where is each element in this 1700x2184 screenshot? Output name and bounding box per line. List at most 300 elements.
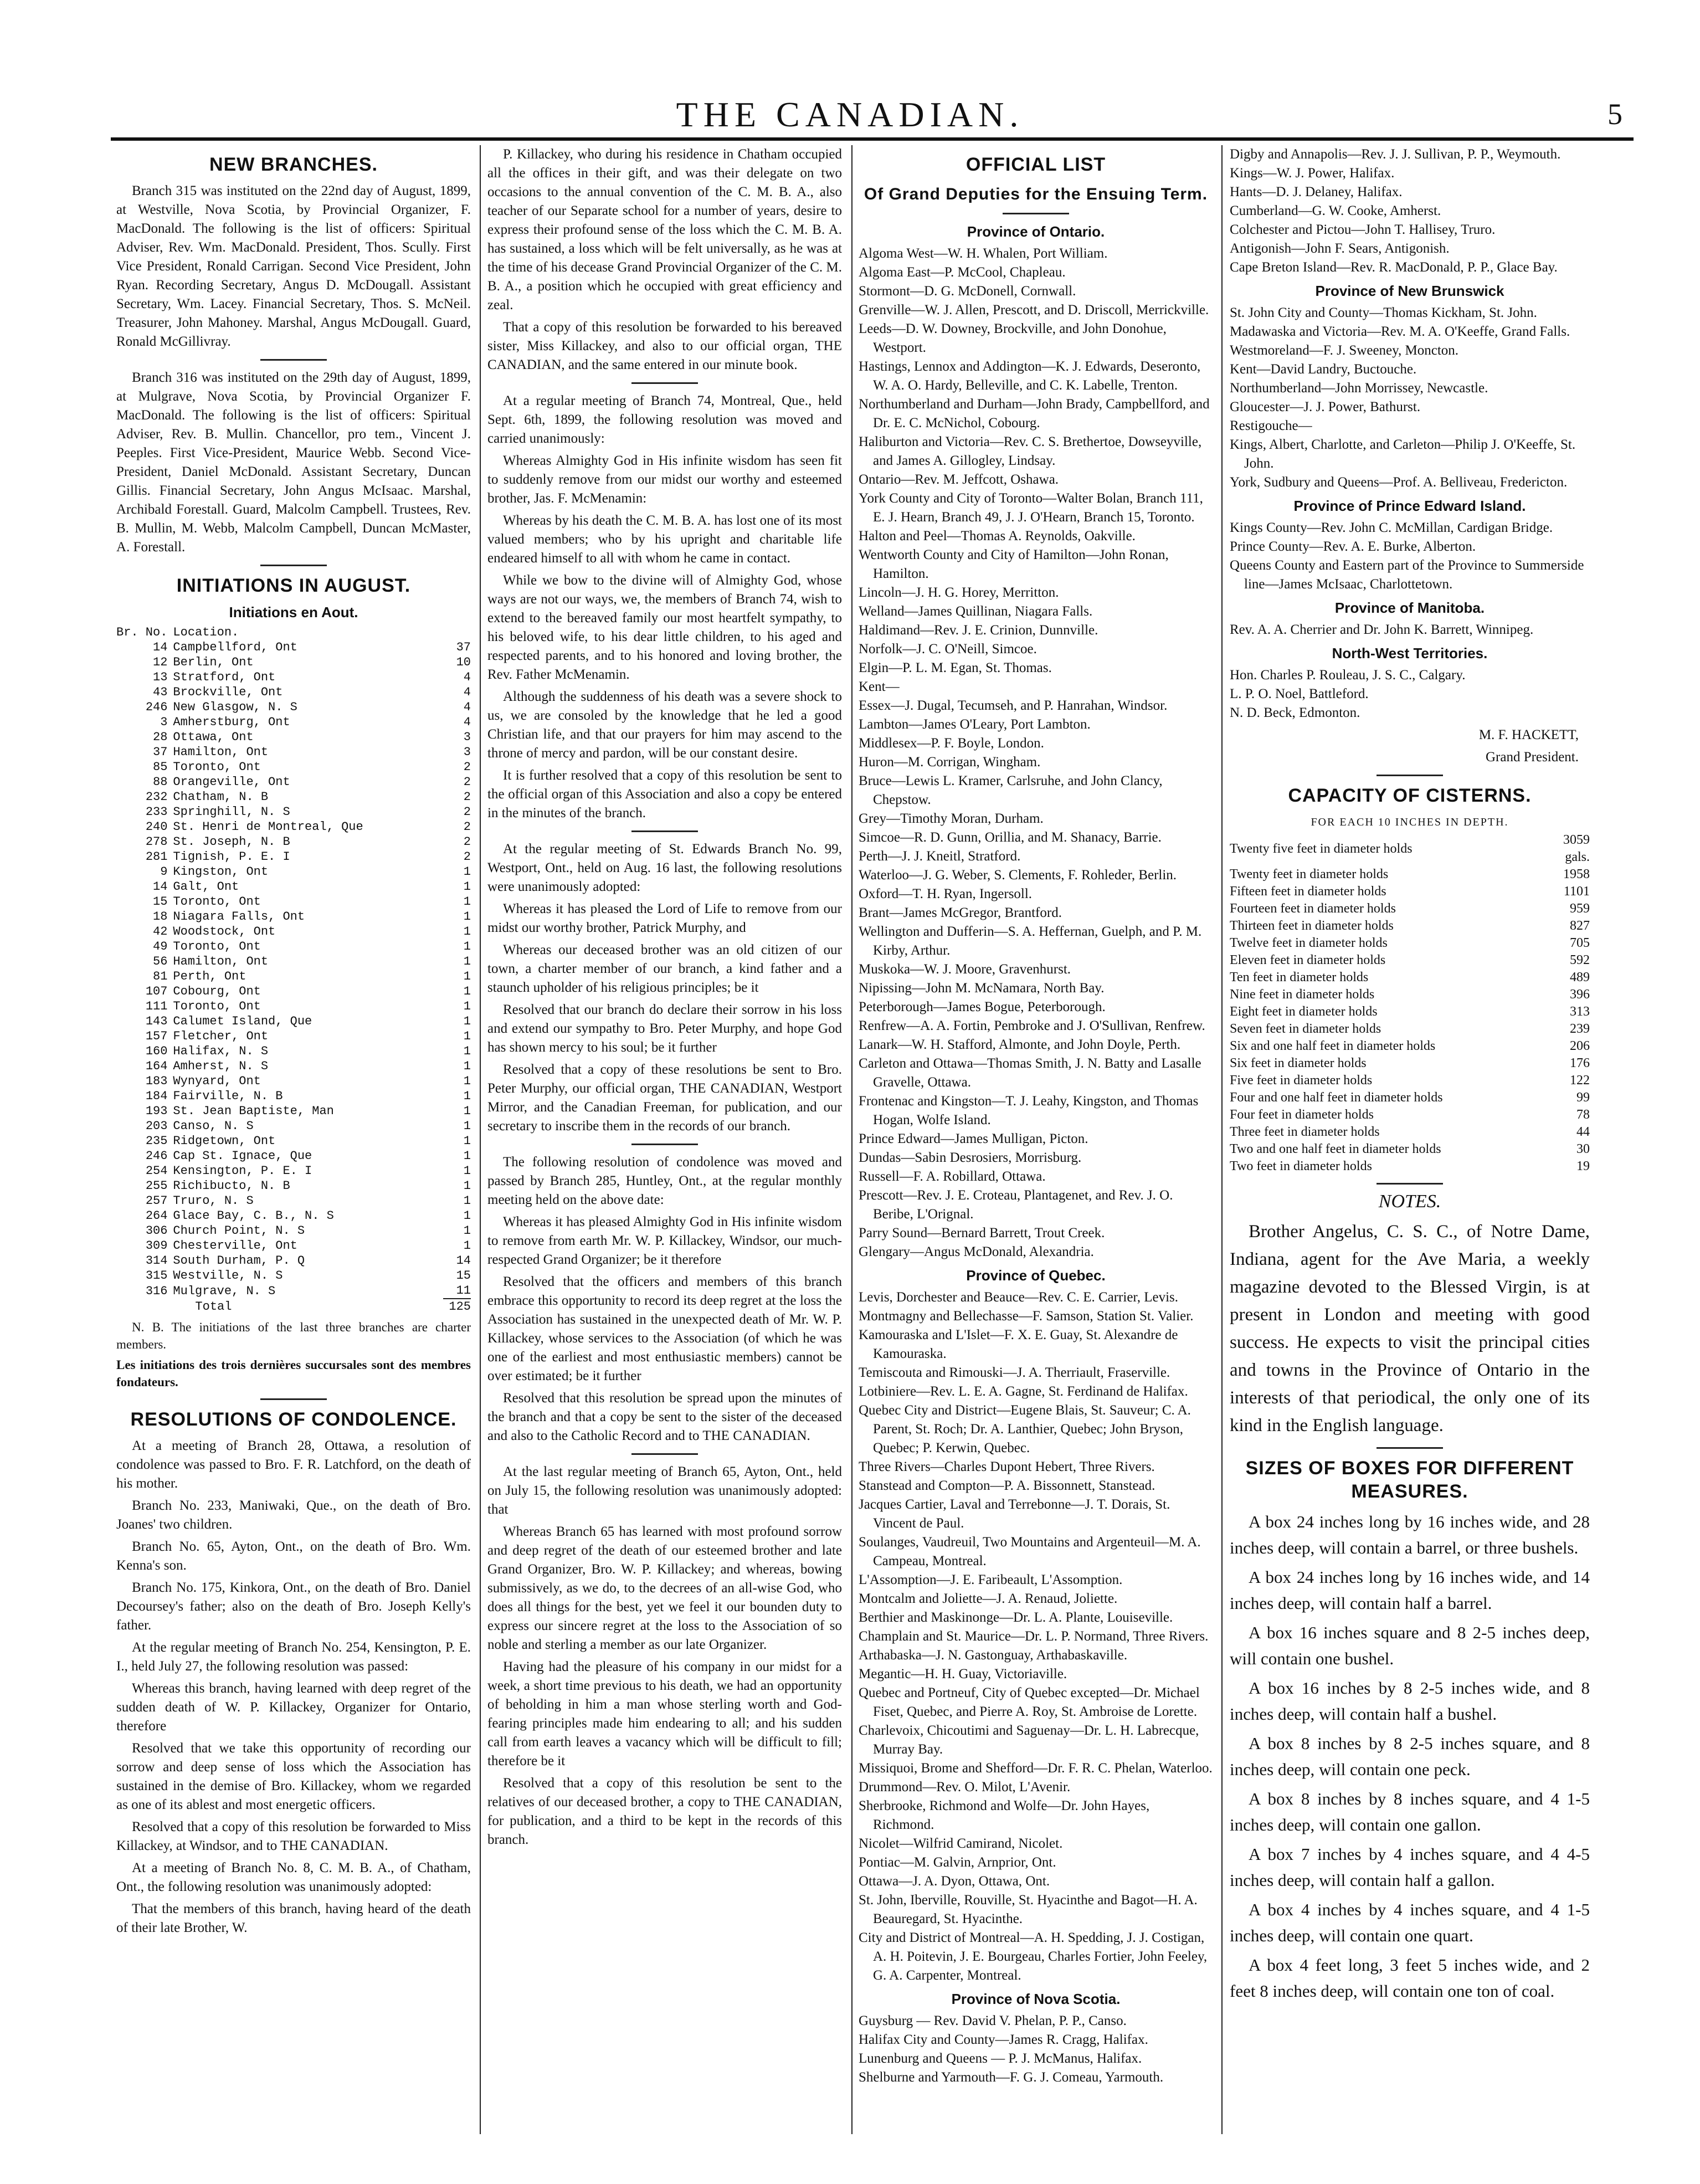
paragraph: A box 4 inches by 4 inches square, and 4 1-5 inches deep, will contain one quart. — [1230, 1900, 1590, 1945]
initiation-row — [116, 760, 471, 775]
new-branches-heading: NEW BRANCHES. — [209, 154, 378, 175]
paragraph: Whereas by his death the C. M. B. A. has lost one of its most valued members; who by his upright and charitable life endeared himself to all with whom he came in contact. — [487, 513, 842, 566]
initiation-location: Mulgrave, N. S — [173, 1284, 276, 1298]
cistern-row — [1230, 935, 1590, 952]
initiation-row — [116, 834, 471, 849]
deputy-entry: Wellington and Dufferin—S. A. Heffernan, Guelph, and P. M. Kirby, Arthur. — [859, 924, 1202, 958]
deputy-entry: Middlesex—P. F. Boyle, London. — [859, 736, 1044, 751]
initiation-branch-number: 85 — [153, 760, 168, 774]
official-list-heading: OFFICIAL LIST — [965, 154, 1106, 175]
cistern-capacity: 1101 — [1563, 884, 1590, 899]
deputy-entry: Montcalm and Joliette—J. A. Renaud, Joliette. — [859, 1591, 1118, 1606]
deputy-entry: Norfolk—J. C. O'Neill, Simcoe. — [859, 642, 1037, 657]
initiation-branch-number: 254 — [145, 1164, 168, 1178]
cistern-capacity: 30 — [1576, 1142, 1590, 1156]
signature-name: M. F. HACKETT, — [1478, 727, 1579, 742]
deputy-entry: Wentworth County and City of Hamilton—John Ronan, Hamilton. — [859, 547, 1169, 581]
deputy-entry: Parry Sound—Bernard Barrett, Trout Creek. — [859, 1226, 1105, 1240]
deputy-entry: N. D. Beck, Edmonton. — [1230, 705, 1360, 720]
initiation-location: South Durham, P. Q — [173, 1254, 305, 1268]
cistern-row — [1230, 883, 1590, 900]
initiation-count: 2 — [463, 760, 471, 774]
initiation-location: Orangeville, Ont — [173, 775, 290, 789]
initiation-branch-number: 315 — [145, 1269, 168, 1283]
initiations-heading: INITIATIONS IN AUGUST. — [176, 575, 411, 596]
condolence-paragraph: Resolved that a copy of this resolution be forwarded to Miss Killackey, at Windsor, and to THE CANADIAN. — [116, 1819, 471, 1853]
column-4 — [1230, 145, 1590, 2007]
deputy-entry: York, Sudbury and Queens—Prof. A. Belliveau, Fredericton. — [1230, 475, 1568, 490]
initiation-branch-number: 160 — [145, 1044, 168, 1058]
cistern-row — [1230, 1141, 1590, 1158]
initiation-count: 11 — [456, 1284, 471, 1298]
resolution-branch-65 — [487, 1463, 842, 1849]
initiation-row — [116, 1014, 471, 1029]
cistern-size: Four feet in diameter holds — [1230, 1108, 1374, 1122]
paragraph: The following resolution of condolence was moved and passed by Branch 285, Huntley, Ont., at the regular monthly meeting held on the above date: — [487, 1155, 842, 1207]
deputy-entry: Lincoln—J. H. G. Horey, Merritton. — [859, 585, 1059, 600]
deputy-entry: Waterloo—J. G. Weber, S. Clements, F. Rohleder, Berlin. — [859, 868, 1177, 883]
deputy-entry: Lanark—W. H. Stafford, Almonte, and John Doyle, Perth. — [859, 1037, 1181, 1052]
initiation-location: Cap St. Ignace, Que — [173, 1149, 312, 1163]
paragraph: Having had the pleasure of his company in our midst for a week, a short time previous to his death, we had an opportunity of beholding in him a man whose sterling worth and God-fearing principles made him endearing to all; and his sudden call from earth leaves a vacancy which will be difficult to fill; therefore be it — [487, 1659, 842, 1768]
paragraph: A box 8 inches by 8 2-5 inches square, and 8 inches deep, will contain one peck. — [1230, 1734, 1590, 1779]
initiation-row — [116, 924, 471, 939]
deputy-entry: Montmagny and Bellechasse—F. Samson, Station St. Valier. — [859, 1309, 1194, 1324]
cistern-size: Nine feet in diameter holds — [1230, 987, 1375, 1002]
initiation-branch-number: 235 — [145, 1134, 168, 1148]
initiation-count: 1 — [463, 1134, 471, 1148]
initiation-count: 1 — [463, 1224, 471, 1238]
deputy-entry: Russell—F. A. Robillard, Ottawa. — [859, 1169, 1046, 1184]
ontario-deputies — [859, 244, 1213, 1262]
cisterns-table — [1230, 832, 1590, 1175]
initiation-count: 2 — [463, 790, 471, 804]
initiation-location: Niagara Falls, Ont — [173, 910, 305, 924]
paragraph: Resolved that a copy of these resolutions be sent to Bro. Peter Murphy, our official organ, THE CANADIAN, Westport Mirror, and the Canadian Freeman, for publication, and our secretary to inscribe them in the records of our branch. — [487, 1062, 842, 1134]
cistern-size: Two feet in diameter holds — [1230, 1159, 1372, 1173]
deputy-entry: Colchester and Pictou—John T. Hallisey, Truro. — [1230, 222, 1496, 237]
cistern-row — [1230, 1158, 1590, 1175]
initiation-row — [116, 849, 471, 864]
deputy-entry: Muskoka—W. J. Moore, Gravenhurst. — [859, 962, 1071, 977]
paragraph: A box 8 inches by 8 inches square, and 4 1-5 inches deep, will contain one gallon. — [1230, 1789, 1590, 1834]
paragraph: While we bow to the divine will of Almighty God, whose ways are not our ways, we, the members of Branch 74, wish to extend to the bereaved family our most heartfelt sympathy, to his beloved wife, to his dear little children, to his aged and respected parents, and to his honored and loving brother, the Rev. Father McMenamin. — [487, 573, 842, 682]
initiations-total-row — [116, 1299, 471, 1314]
cisterns-rows — [1230, 832, 1590, 1175]
deputy-entry: York County and City of Toronto—Walter Bolan, Branch 111, E. J. Hearn, Branch 49, J. J. O'Hearn, Branch 15, Toronto. — [859, 491, 1203, 525]
deputy-entry: Kamouraska and L'Islet—F. X. E. Guay, St. Alexandre de Kamouraska. — [859, 1327, 1178, 1361]
deputy-entry: Levis, Dorchester and Beauce—Rev. C. E. Carrier, Levis. — [859, 1290, 1179, 1305]
col-header-branch: Br. No. — [116, 626, 168, 639]
initiation-location: Calumet Island, Que — [173, 1014, 312, 1028]
initiation-row — [116, 1044, 471, 1059]
initiation-location: Halifax, N. S — [173, 1044, 269, 1058]
deputy-entry: Perth—J. J. Kneitl, Stratford. — [859, 849, 1021, 864]
initiation-branch-number: 14 — [153, 640, 168, 654]
deputy-entry: Jacques Cartier, Laval and Terrebonne—J. T. Dorais, St. Vincent de Paul. — [859, 1497, 1170, 1531]
pei-heading: Province of Prince Edward Island. — [1293, 498, 1526, 514]
deputy-entry: Soulanges, Vaudreuil, Two Mountains and Argenteuil—M. A. Campeau, Montreal. — [859, 1535, 1201, 1568]
deputy-entry: Halifax City and County—James R. Cragg, Halifax. — [859, 2032, 1148, 2047]
initiation-branch-number: 12 — [153, 655, 168, 669]
paragraph: It is further resolved that a copy of this resolution be sent to the official organ of this Association and also a copy be entered in the minutes of the branch. — [487, 768, 842, 821]
cistern-row — [1230, 969, 1590, 986]
ontario-heading: Province of Ontario. — [967, 223, 1105, 240]
deputy-entry: Cape Breton Island—Rev. R. MacDonald, P. P., Glace Bay. — [1230, 260, 1558, 275]
initiation-branch-number: 15 — [153, 895, 168, 909]
masthead-title: THE CANADIAN. — [676, 95, 1024, 134]
deputy-entry: Peterborough—James Bogue, Peterborough. — [859, 999, 1106, 1014]
deputy-entry: Temiscouta and Rimouski—J. A. Therriault, Fraserville. — [859, 1365, 1170, 1380]
paragraph: Whereas it has pleased Almighty God in His infinite wisdom to remove from earth Mr. W. P. Killackey, Windsor, our much-respected Grand Organizer; be it therefore — [487, 1214, 842, 1267]
cistern-capacity: 176 — [1570, 1056, 1590, 1070]
cistern-capacity: 99 — [1576, 1090, 1590, 1105]
deputy-entry: Stanstead and Compton—P. A. Bissonnett, Stanstead. — [859, 1478, 1155, 1493]
initiation-location: Hamilton, Ont — [173, 955, 269, 968]
deputy-entry: Kings—W. J. Power, Halifax. — [1230, 166, 1395, 181]
initiation-branch-number: 37 — [153, 745, 168, 759]
initiation-row — [116, 984, 471, 999]
deputy-entry: Carleton and Ottawa—Thomas Smith, J. N. Batty and Lasalle Gravelle, Ottawa. — [859, 1056, 1201, 1090]
initiations-note-fr: Les initiations des trois dernières succursales sont des membres fondateurs. — [116, 1358, 471, 1389]
initiation-row — [116, 1149, 471, 1163]
branch-315-paragraph: Branch 315 was instituted on the 22nd day of August, 1899, at Westville, Nova Scotia, by Provincial Organizer, F. MacDonald. The following is the list of officers: Spiritual Adviser, Rev. Wm. MacDonald. President, Thos. Scully. First Vice President, Ronald Carrigan. Second Vice President, John Ryan. Recording Secretary, Angus D. McDougall. Assistant Secretary, Wm. Lacey. Financial Secretary, Thos. S. McNeil. Treasurer, John Mahoney. Marshal, Angus McDougall. Guard, Ronald McGillivray. — [116, 183, 471, 349]
deputy-entry: Haliburton and Victoria—Rev. C. S. Brethertoe, Dowseyville, and James A. Gillogley, Lindsay. — [859, 434, 1202, 468]
deputy-entry: Pontiac—M. Galvin, Arnprior, Ont. — [859, 1855, 1056, 1870]
col-header-location: Location. — [173, 626, 239, 639]
deputy-entry: Madawaska and Victoria—Rev. M. A. O'Keeffe, Grand Falls. — [1230, 324, 1570, 339]
initiation-count: 1 — [463, 985, 471, 998]
deputy-entry: Huron—M. Corrigan, Wingham. — [859, 755, 1041, 770]
cistern-capacity: 396 — [1570, 987, 1590, 1002]
deputy-entry: Bruce—Lewis L. Kramer, Carlsruhe, and John Clancy, Chepstow. — [859, 773, 1163, 807]
initiations-table — [116, 625, 471, 1314]
initiation-branch-number: 255 — [145, 1179, 168, 1193]
initiation-location: Toronto, Ont — [173, 999, 261, 1013]
official-list-subheading: Of Grand Deputies for the Ensuing Term. — [864, 185, 1208, 203]
paragraph: At a regular meeting of Branch 74, Montreal, Que., held Sept. 6th, 1899, the following resolution was moved and carried unanimously: — [487, 393, 842, 446]
cistern-capacity: 122 — [1570, 1073, 1590, 1088]
initiation-location: Fairville, N. B — [173, 1089, 283, 1103]
deputy-entry: St. John, Iberville, Rouville, St. Hyacinthe and Bagot—H. A. Beauregard, St. Hyacinthe. — [859, 1893, 1198, 1926]
deputy-entry: Hastings, Lennox and Addington—K. J. Edwards, Deseronto, W. A. O. Hardy, Belleville, and C. K. Labelle, Trenton. — [859, 359, 1201, 393]
cistern-size: Two and one half feet in diameter holds — [1230, 1142, 1441, 1156]
deputy-entry: Kent— — [859, 679, 900, 694]
cistern-capacity: 592 — [1570, 953, 1590, 967]
initiation-branch-number: 240 — [145, 820, 168, 834]
initiation-row — [116, 999, 471, 1014]
deputy-entry: Antigonish—John F. Sears, Antigonish. — [1230, 241, 1450, 256]
initiation-row — [116, 1208, 471, 1223]
initiation-row — [116, 1253, 471, 1268]
initiation-location: Cobourg, Ont — [173, 985, 261, 998]
deputy-entry: Lambton—James O'Leary, Port Lambton. — [859, 717, 1091, 732]
initiation-location: Tignish, P. E. I — [173, 850, 290, 864]
separator — [1003, 213, 1069, 214]
initiation-location: Church Point, N. S — [173, 1224, 305, 1238]
separator — [1377, 775, 1443, 776]
page-number: 5 — [1607, 98, 1622, 131]
initiation-row — [116, 1059, 471, 1074]
cistern-capacity: 19 — [1576, 1159, 1590, 1173]
initiation-location: Richibucto, N. B — [173, 1179, 290, 1193]
deputy-entry: Elgin—P. L. M. Egan, St. Thomas. — [859, 660, 1052, 675]
cistern-capacity: 239 — [1570, 1022, 1590, 1036]
cistern-size: Twenty feet in diameter holds — [1230, 867, 1389, 881]
paragraph: Resolved that this resolution be spread upon the minutes of the branch and that a copy be sent to the sister of the deceased and also to the Catholic Record and to THE CANADIAN. — [487, 1391, 842, 1443]
initiation-count: 1 — [463, 880, 471, 894]
initiation-count: 1 — [463, 1074, 471, 1088]
deputy-entry: Renfrew—A. A. Fortin, Pembroke and J. O'Sullivan, Renfrew. — [859, 1018, 1205, 1033]
cistern-capacity: 44 — [1576, 1125, 1590, 1139]
deputy-entry: Simcoe—R. D. Gunn, Orillia, and M. Shanacy, Barrie. — [859, 830, 1162, 845]
deputy-entry: Westmoreland—F. J. Sweeney, Moncton. — [1230, 343, 1459, 358]
column-2 — [487, 145, 842, 1853]
initiation-branch-number: 164 — [145, 1059, 168, 1073]
signature-title: Grand President. — [1485, 750, 1579, 765]
deputy-entry: Hants—D. J. Delaney, Halifax. — [1230, 184, 1403, 199]
deputy-entry: St. John City and County—Thomas Kickham, St. John. — [1230, 305, 1537, 320]
initiation-branch-number: 264 — [145, 1209, 168, 1223]
deputy-entry: Lunenburg and Queens — P. J. McManus, Halifax. — [859, 2051, 1142, 2066]
separator — [631, 1453, 698, 1455]
initiation-location: Woodstock, Ont — [173, 925, 276, 939]
deputy-entry: Lotbiniere—Rev. L. E. A. Gagne, St. Ferdinand de Halifax. — [859, 1384, 1188, 1399]
initiation-count: 2 — [463, 835, 471, 849]
initiation-count: 1 — [463, 970, 471, 983]
paragraph: P. Killackey, who during his residence in Chatham occupied all the offices in their gift, and was their delegate on two occasions to the annual convention of the C. M. B. A., also teacher of our Separate school for a number of years, desire to express their profound sense of the loss which the C. M. B. A. has sustained, a loss which will be felt universally, as he was at the time of his decease Grand Provincial Organizer of the C. M. B. A., a position which he occupied with great efficiency and zeal. — [487, 147, 842, 312]
deputy-entry: Kings County—Rev. John C. McMillan, Cardigan Bridge. — [1230, 520, 1553, 535]
initiations-rows — [116, 640, 471, 1299]
initiation-branch-number: 246 — [145, 1149, 168, 1163]
initiation-row — [116, 745, 471, 760]
initiation-branch-number: 306 — [145, 1224, 168, 1238]
cistern-row — [1230, 832, 1590, 866]
notes-paragraph: Brother Angelus, C. S. C., of Notre Dame, Indiana, agent for the Ave Maria, a weekly magazine devoted to the Blessed Virgin, is at present in London and meeting with good success. He expects to visit the principal cities and towns in the Province of Ontario in the interests of that periodical, the only one of its kind in the English language. — [1230, 1222, 1590, 1436]
cisterns-subheading: FOR EACH 10 INCHES IN DEPTH. — [1311, 816, 1509, 828]
initiation-location: Hamilton, Ont — [173, 745, 269, 759]
initiation-row — [116, 969, 471, 984]
cisterns-heading: CAPACITY OF CISTERNS. — [1288, 785, 1532, 806]
initiation-count: 3 — [463, 745, 471, 759]
initiation-location: St. Henri de Montreal, Que — [173, 820, 363, 834]
paragraph: Although the suddenness of his death was a severe shock to us, we are consoled by the knowledge that he led a good Christian life, and that our prayers for him may ascend to the throne of mercy and pardon, will be our constant desire. — [487, 689, 842, 761]
paragraph: A box 16 inches by 8 2-5 inches wide, and 8 inches deep, will contain half a bushel. — [1230, 1678, 1590, 1724]
total-label: Total — [195, 1299, 232, 1314]
initiation-branch-number: 88 — [153, 775, 168, 789]
deputy-entry: Digby and Annapolis—Rev. J. J. Sullivan, P. P., Weymouth. — [1230, 147, 1561, 162]
deputy-entry: Nipissing—John M. McNamara, North Bay. — [859, 981, 1105, 996]
total-value: 125 — [443, 1299, 471, 1314]
initiation-count: 37 — [456, 640, 471, 654]
cistern-row — [1230, 917, 1590, 935]
initiation-location: Galt, Ont — [173, 880, 239, 894]
condolence-paragraph: That the members of this branch, having heard of the death of their late Brother, W. — [116, 1901, 471, 1935]
initiation-row — [116, 1104, 471, 1119]
paragraph: A box 24 inches long by 16 inches wide, and 28 inches deep, will contain a barrel, or three bushels. — [1230, 1512, 1590, 1557]
initiation-row — [116, 789, 471, 804]
deputy-entry: Rev. A. A. Cherrier and Dr. John K. Barrett, Winnipeg. — [1230, 622, 1534, 637]
initiation-branch-number: 257 — [145, 1194, 168, 1208]
initiation-row — [116, 939, 471, 954]
deputy-entry: Northumberland—John Morrissey, Newcastle. — [1230, 381, 1488, 396]
initiation-count: 1 — [463, 1029, 471, 1043]
initiation-count: 1 — [463, 955, 471, 968]
separator — [260, 565, 327, 566]
nova-scotia-deputies — [859, 2012, 1213, 2087]
cistern-row — [1230, 1003, 1590, 1021]
deputy-entry: Frontenac and Kingston—T. J. Leahy, Kingston, and Thomas Hogan, Wolfe Island. — [859, 1094, 1199, 1127]
initiation-branch-number: 314 — [145, 1254, 168, 1268]
cistern-size: Four and one half feet in diameter holds — [1230, 1090, 1443, 1105]
deputy-entry: Haldimand—Rev. J. E. Crinion, Dunnville. — [859, 623, 1098, 638]
cistern-capacity: 3059 gals. — [1563, 833, 1590, 864]
initiation-count: 1 — [463, 865, 471, 879]
separator — [631, 1144, 698, 1145]
initiation-count: 4 — [463, 715, 471, 729]
initiation-row — [116, 1178, 471, 1193]
initiation-row — [116, 1089, 471, 1104]
initiation-location: St. Joseph, N. B — [173, 835, 290, 849]
cistern-capacity: 827 — [1570, 919, 1590, 933]
condolence-paragraph: Branch No. 175, Kinkora, Ont., on the death of Bro. Daniel Decoursey's father; also on the death of Bro. Joseph Kelly's father. — [116, 1580, 471, 1633]
condolence-paragraph: Branch No. 65, Ayton, Ont., on the death of Bro. Wm. Kenna's son. — [116, 1539, 471, 1573]
resolution-chatham — [487, 145, 842, 375]
cistern-size: Fourteen feet in diameter holds — [1230, 901, 1396, 916]
initiation-row — [116, 954, 471, 969]
cistern-size: Twelve feet in diameter holds — [1230, 936, 1388, 950]
deputy-entry: Drummond—Rev. O. Milot, L'Avenir. — [859, 1780, 1071, 1795]
initiation-location: Canso, N. S — [173, 1119, 254, 1133]
initiation-count: 2 — [463, 850, 471, 864]
paragraph: A box 7 inches by 4 inches square, and 4 4-5 inches deep, will contain half a gallon. — [1230, 1844, 1590, 1890]
initiation-location: Amherstburg, Ont — [173, 715, 290, 729]
cistern-row — [1230, 986, 1590, 1003]
paragraph: At the last regular meeting of Branch 65, Ayton, Ont., held on July 15, the following resolution was unanimously adopted: that — [487, 1464, 842, 1517]
initiation-branch-number: 49 — [153, 940, 168, 953]
deputy-entry: Hon. Charles P. Rouleau, J. S. C., Calgary. — [1230, 668, 1466, 683]
cistern-capacity: 313 — [1570, 1004, 1590, 1019]
initiation-branch-number: 203 — [145, 1119, 168, 1133]
initiation-location: Stratford, Ont — [173, 670, 276, 684]
deputy-entry: Restigouche— — [1230, 418, 1312, 433]
condolence-paragraph: Whereas this branch, having learned with deep regret of the sudden death of W. P. Killackey, Organizer for Ontario, therefore — [116, 1681, 471, 1734]
initiation-branch-number: 3 — [160, 715, 168, 729]
condolence-heading: RESOLUTIONS OF CONDOLENCE. — [130, 1409, 457, 1430]
nwt-deputies — [1230, 666, 1590, 722]
initiations-subheading: Initiations en Aout. — [229, 604, 358, 621]
initiation-location: Glace Bay, C. B., N. S — [173, 1209, 334, 1223]
boxes-paragraphs — [1230, 1509, 1590, 2004]
initiation-location: Ridgetown, Ont — [173, 1134, 276, 1148]
initiation-branch-number: 183 — [145, 1074, 168, 1088]
separator — [631, 830, 698, 832]
initiation-row — [116, 1238, 471, 1253]
initiation-count: 1 — [463, 925, 471, 939]
initiation-count: 2 — [463, 805, 471, 819]
cistern-size: Five feet in diameter holds — [1230, 1073, 1373, 1088]
paragraph: Whereas Branch 65 has learned with most profound sorrow and deep regret of the death of our esteemed brother and late Grand Organizer, Bro. W. P. Killackey; and whereas, bowing submissively, as we do, to the decrees of an all-wise God, who does all things for the best, yet we feel it our bounden duty to express our sincere regret at the loss to the Association of so noble and sterling a member as our late Organizer. — [487, 1524, 842, 1652]
deputy-entry: Cumberland—G. W. Cooke, Amherst. — [1230, 203, 1441, 218]
initiation-branch-number: 107 — [145, 985, 168, 998]
separator — [1377, 1447, 1443, 1449]
paragraph: That a copy of this resolution be forwarded to his bereaved sister, Miss Killackey, and also to our official organ, THE CANADIAN, and the same entered in our minute book. — [487, 320, 842, 372]
initiation-location: Kensington, P. E. I — [173, 1164, 312, 1178]
cistern-capacity: 206 — [1570, 1039, 1590, 1053]
deputy-entry: Three Rivers—Charles Dupont Hebert, Three Rivers. — [859, 1459, 1155, 1474]
initiation-row — [116, 879, 471, 894]
deputy-entry: Gloucester—J. J. Power, Bathurst. — [1230, 399, 1421, 414]
initiations-header-row — [116, 625, 471, 640]
initiation-count: 14 — [456, 1254, 471, 1268]
deputy-entry: Sherbrooke, Richmond and Wolfe—Dr. John Hayes, Richmond. — [859, 1798, 1150, 1832]
cistern-row — [1230, 1089, 1590, 1106]
deputy-entry: Nicolet—Wilfrid Camirand, Nicolet. — [859, 1836, 1063, 1851]
deputy-entry: Quebec and Portneuf, City of Quebec excepted—Dr. Michael Fiset, Quebec, and Pierre A. Roy, St. Ambroise de Lorette. — [859, 1685, 1200, 1719]
cistern-capacity: 959 — [1570, 901, 1590, 916]
nwt-heading: North-West Territories. — [1332, 645, 1488, 662]
cistern-capacity: 1958 — [1563, 867, 1590, 881]
resolution-branch-74 — [487, 392, 842, 823]
condolence-paragraph: At a meeting of Branch 28, Ottawa, a resolution of condolence was passed to Bro. F. R. Latchford, on the death of his mother. — [116, 1438, 471, 1491]
deputy-entry: Missiquoi, Brome and Shefford—Dr. F. R. C. Phelan, Waterloo. — [859, 1761, 1213, 1776]
initiation-row — [116, 819, 471, 834]
initiation-row — [116, 1134, 471, 1149]
cistern-size: Seven feet in diameter holds — [1230, 1022, 1381, 1036]
paragraph: Whereas it has pleased the Lord of Life to remove from our midst our worthy brother, Patrick Murphy, and — [487, 901, 842, 935]
manitoba-heading: Province of Manitoba. — [1334, 599, 1485, 616]
nova-scotia-deputies-cont — [1230, 145, 1590, 277]
initiation-branch-number: 316 — [145, 1284, 168, 1298]
paragraph: Resolved that a copy of this resolution be sent to the relatives of our deceased brother, a copy to THE CANADIAN, for publication, and a third to be kept in the records of this branch. — [487, 1776, 842, 1847]
condolence-paragraph: Resolved that we take this opportunity of recording our sorrow and deep sense of loss which the Association has sustained in the demise of Bro. Killackey, whom we regarded as one of its ablest and most energetic officers. — [116, 1741, 471, 1812]
initiation-count: 2 — [463, 820, 471, 834]
initiation-count: 1 — [463, 910, 471, 924]
initiation-count: 1 — [463, 1119, 471, 1133]
initiation-row — [116, 775, 471, 789]
initiation-location: Truro, N. S — [173, 1194, 254, 1208]
separator — [631, 382, 698, 384]
boxes-heading: SIZES OF BOXES FOR DIFFERENT MEASURES. — [1245, 1458, 1574, 1502]
deputy-entry: Prescott—Rev. J. E. Croteau, Plantagenet, and Rev. J. O. Beribe, L'Orignal. — [859, 1188, 1173, 1222]
initiation-location: Fletcher, Ont — [173, 1029, 269, 1043]
cistern-size: Fifteen feet in diameter holds — [1230, 884, 1386, 899]
quebec-heading: Province of Quebec. — [966, 1267, 1106, 1284]
deputy-entry: Ottawa—J. A. Dyon, Ottawa, Ont. — [859, 1874, 1050, 1889]
paragraph: A box 24 inches long by 16 inches wide, and 14 inches deep, will contain half a barrel. — [1230, 1567, 1590, 1613]
column-divider — [851, 145, 852, 2134]
initiation-count: 1 — [463, 940, 471, 953]
initiation-location: Amherst, N. S — [173, 1059, 269, 1073]
initiation-count: 15 — [456, 1269, 471, 1283]
deputy-entry: Quebec City and District—Eugene Blais, St. Sauveur; C. A. Parent, St. Roch; Dr. A. Lanthier, Quebec; John Bryson, Quebec; P. Kerwin, Quebec. — [859, 1403, 1191, 1455]
column-1 — [116, 145, 471, 1941]
initiation-branch-number: 13 — [153, 670, 168, 684]
cistern-size: Three feet in diameter holds — [1230, 1125, 1380, 1139]
initiation-branch-number: 184 — [145, 1089, 168, 1103]
manitoba-deputies — [1230, 621, 1590, 639]
cistern-capacity: 78 — [1576, 1108, 1590, 1122]
initiation-count: 1 — [463, 895, 471, 909]
initiation-branch-number: 246 — [145, 700, 168, 714]
deputy-entry: Glengary—Angus McDonald, Alexandria. — [859, 1244, 1094, 1259]
column-divider — [1221, 145, 1223, 2134]
initiation-row — [116, 1268, 471, 1283]
initiation-branch-number: 9 — [160, 865, 168, 879]
deputy-entry: Kent—David Landry, Buctouche. — [1230, 362, 1417, 377]
deputy-entry: Charlevoix, Chicoutimi and Saguenay—Dr. L. H. Labrecque, Murray Bay. — [859, 1723, 1199, 1757]
condolence-paragraph: At the regular meeting of Branch No. 254, Kensington, P. E. I., held July 27, the following resolution was passed: — [116, 1640, 471, 1674]
